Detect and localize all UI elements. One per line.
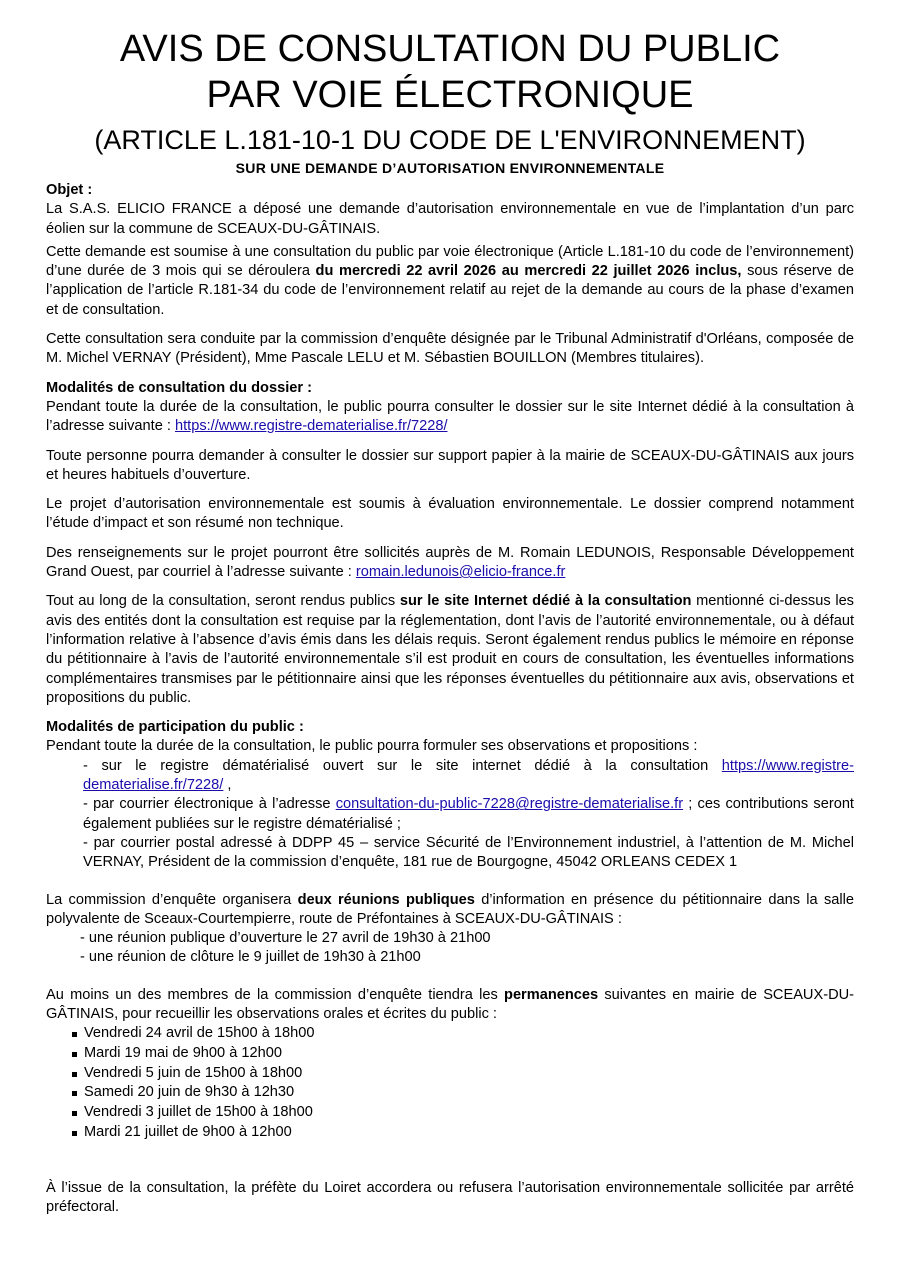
reunion-item: - une réunion publique d’ouverture le 27 avril de 19h30 à 21h00	[80, 930, 491, 947]
participation-item-postal: - par courrier postal adressé à DDPP 45 – service Sécurité de l’Environnement industriel, à l’attention de M. Michel VERNAY, Président de la commission d’enquête, 181 rue de Bourgogne, 45042 ORLEANS CEDEX 1	[83, 834, 854, 871]
subtitle: SUR UNE DEMANDE D’AUTORISATION ENVIRONNEMENTALE	[235, 160, 665, 176]
participation-item-email: - par courrier électronique à l’adresse consultation-du-public-7228@registre-dematerialise.fr ; ces contributions seront également publiées sur le registre dématérialisé ;	[83, 796, 854, 832]
consultation-paragraph-4: Des renseignements sur le projet pourront être sollicités auprès de M. Romain LEDUNOIS, Responsable Développement Grand Ouest, par courriel à l’adresse suivante : romain.ledunois@elicio-france.fr	[46, 544, 854, 581]
permanence-item: Mardi 19 mai de 9h00 à 12h00	[71, 1044, 854, 1064]
permanence-item: Samedi 20 juin de 9h30 à 12h30	[71, 1083, 854, 1103]
permanence-item: Vendredi 5 juin de 15h00 à 18h00	[71, 1064, 854, 1084]
permanence-item: Mardi 21 juillet de 9h00 à 12h00	[71, 1123, 854, 1143]
objet-heading: Objet :	[46, 182, 93, 198]
participation-section	[46, 718, 854, 872]
consultation-email-link[interactable]: consultation-du-public-7228@registre-dematerialise.fr	[335, 796, 684, 813]
objet-paragraph-1: La S.A.S. ELICIO FRANCE a déposé une demande d’autorisation environnementale en vue de l’implantation d’un parc éolien sur la commune de SCEAUX-DU-GÂTINAIS.	[46, 201, 854, 237]
permanence-item: Vendredi 24 avril de 15h00 à 18h00	[71, 1024, 854, 1044]
contact-email-link[interactable]: romain.ledunois@elicio-france.fr	[355, 564, 566, 581]
reunions-section	[46, 891, 854, 968]
notice-body	[46, 181, 854, 1217]
registre-link-2[interactable]: https://www.registre-dematerialise.fr/7228/	[83, 757, 854, 794]
participation-intro: Pendant toute la durée de la consultation, le public pourra formuler ses observations et propositions :	[46, 738, 698, 755]
reunion-item: - une réunion de clôture le 9 juillet de 19h30 à 21h00	[80, 949, 421, 966]
objet-paragraph-2: Cette demande est soumise à une consultation du public par voie électronique (Article L.181-10 du code de l’environnement) d’une durée de 3 mois qui se déroulera du mercredi 22 avril 2026 au mercredi 22 juillet 2026 inclus, sous réserve de l’application de l’article R.181-34 du code de l’environnement relatif au rejet de la demande au cours de la phase d’examen et de consultation.	[46, 243, 854, 318]
objet-section	[46, 181, 854, 369]
permanence-item: Vendredi 3 juillet de 15h00 à 18h00	[71, 1103, 854, 1123]
consultation-dates: du mercredi 22 avril 2026 au mercredi 22 juillet 2026 inclus,	[315, 263, 742, 280]
consultation-paragraph-3: Le projet d’autorisation environnementale est soumis à évaluation environnementale. Le dossier comprend notamment l’étude d’impact et son résumé non technique.	[46, 496, 854, 532]
registre-link[interactable]: https://www.registre-dematerialise.fr/7228/	[174, 418, 448, 435]
reunions-paragraph: La commission d’enquête organisera deux réunions publiques d’information en présence du pétitionnaire dans la salle polyvalente de Sceaux-Courtempierre, route de Préfontaines à SCEAUX-DU-GÂTINAIS :	[46, 891, 854, 927]
consultation-section	[46, 379, 854, 708]
page-title-line1: AVIS DE CONSULTATION DU PUBLIC	[119, 28, 781, 70]
consultation-paragraph-5: Tout au long de la consultation, seront rendus publics sur le site Internet dédié à la consultation mentionné ci-dessus les avis des entités dont la consultation est requise par la réglementation, dont l’avis de l’autorité environnementale, ou à défaut l’information relative à l’absence d’avis émis dans les délais requis. Seront également rendus publics le mémoire en réponse du pétitionnaire à l’avis de l’autorité environnementale s’il est produit en cours de consultation, les éventuelles informations complémentaires transmises par le pétitionnaire ainsi que les réponses éventuelles du pétitionnaire aux avis, observations et propositions du public.	[46, 593, 854, 706]
article-reference: (ARTICLE L.181-10-1 DU CODE DE L'ENVIRONNEMENT)	[94, 125, 806, 155]
permanences-paragraph: Au moins un des membres de la commission d’enquête tiendra les permanences suivantes en mairie de SCEAUX-DU-GÂTINAIS, pour recueillir les observations orales et écrites du public :	[46, 986, 855, 1022]
consultation-paragraph-2: Toute personne pourra demander à consulter le dossier sur support papier à la mairie de SCEAUX-DU-GÂTINAIS aux jours et heures habituels d’ouverture.	[46, 447, 854, 483]
participation-item-registre: - sur le registre dématérialisé ouvert sur le site internet dédié à la consultation https://www.registre-dematerialise.fr/7228/ ,	[83, 757, 854, 794]
consultation-heading: Modalités de consultation du dossier :	[46, 379, 312, 396]
conclusion-paragraph: À l’issue de la consultation, la préfète du Loiret accordera ou refusera l’autorisation environnementale sollicitée par arrêté préfectoral.	[46, 1179, 854, 1215]
objet-paragraph-3: Cette consultation sera conduite par la commission d’enquête désignée par le Tribunal Administratif d'Orléans, composée de M. Michel VERNAY (Président), Mme Pascale LELU et M. Sébastien BOUILLON (Membres titulaires).	[46, 331, 854, 367]
consultation-paragraph-1: Pendant toute la durée de la consultation, le public pourra consulter le dossier sur le site Internet dédié à la consultation à l’adresse suivante : https://www.registre-dematerialise.fr/7228/	[46, 398, 854, 435]
page-title-line2: PAR VOIE ÉLECTRONIQUE	[206, 74, 694, 116]
participation-heading: Modalités de participation du public :	[46, 719, 304, 736]
permanences-list	[46, 1024, 854, 1142]
permanences-section	[46, 986, 854, 1143]
